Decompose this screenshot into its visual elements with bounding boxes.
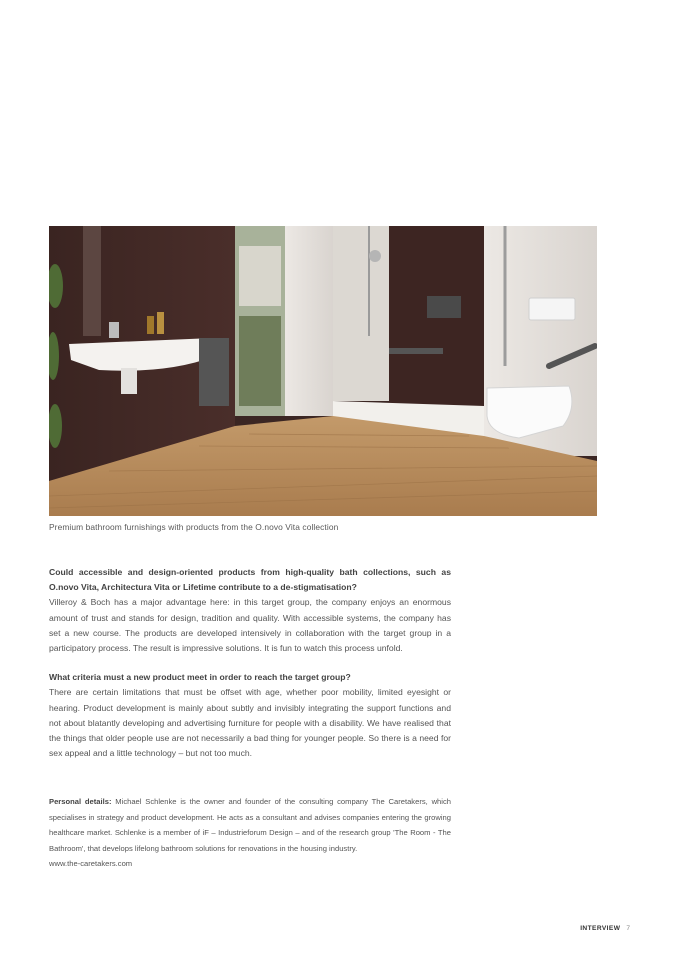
- page-number: 7: [626, 925, 630, 932]
- section-label: INTERVIEW: [580, 925, 621, 932]
- interview-text: [49, 565, 451, 775]
- photo-caption: Premium bathroom furnishings with products from the O.novo Vita collection: [49, 522, 339, 532]
- website-link[interactable]: www.the-caretakers.com: [49, 859, 133, 869]
- personal-details-label: Personal details:: [49, 797, 112, 806]
- answer-2: There are certain limitations that must be offset with age, whether poor mobility, limited eyesight or hearing. Product development is mainly about subtly and invisibly integrating the support functions and not about blatantly developing and advertising furniture for people with a disability. We have realised that the things that older people use are not necessarily a bad thing for younger people. So there is a need for sex appeal and a little technology – but not too much.: [49, 687, 451, 759]
- question-1: Could accessible and design-oriented products from high-quality bath collections, such as O.novo Vita, Architectura Vita or Lifetime contribute to a de-stigmatisation?: [49, 567, 451, 593]
- question-2: What criteria must a new product meet in order to reach the target group?: [49, 672, 351, 683]
- bathroom-photo: [49, 226, 597, 516]
- personal-details: [49, 794, 451, 872]
- answer-1: Villeroy & Boch has a major advantage here: in this target group, the company enjoys an enormous amount of trust and stands for design, tradition and quality. With accessible systems, the company has set a new course. The products are developed intensively in collaboration with the target group in a participatory process. The result is impressive solutions. It is fun to watch this process unfold.: [49, 597, 451, 654]
- personal-details-text: Michael Schlenke is the owner and founder of the consulting company The Caretakers, which specialises in strategy and product development. He acts as a consultant and advises companies entering the growing healthcare market. Schlenke is a member of iF – Industrieforum Design – and of the research group 'The Room - The Bathroom', that develops lifelong bathroom solutions for renovations in the housing industry.: [49, 797, 451, 853]
- page-footer: [560, 925, 630, 932]
